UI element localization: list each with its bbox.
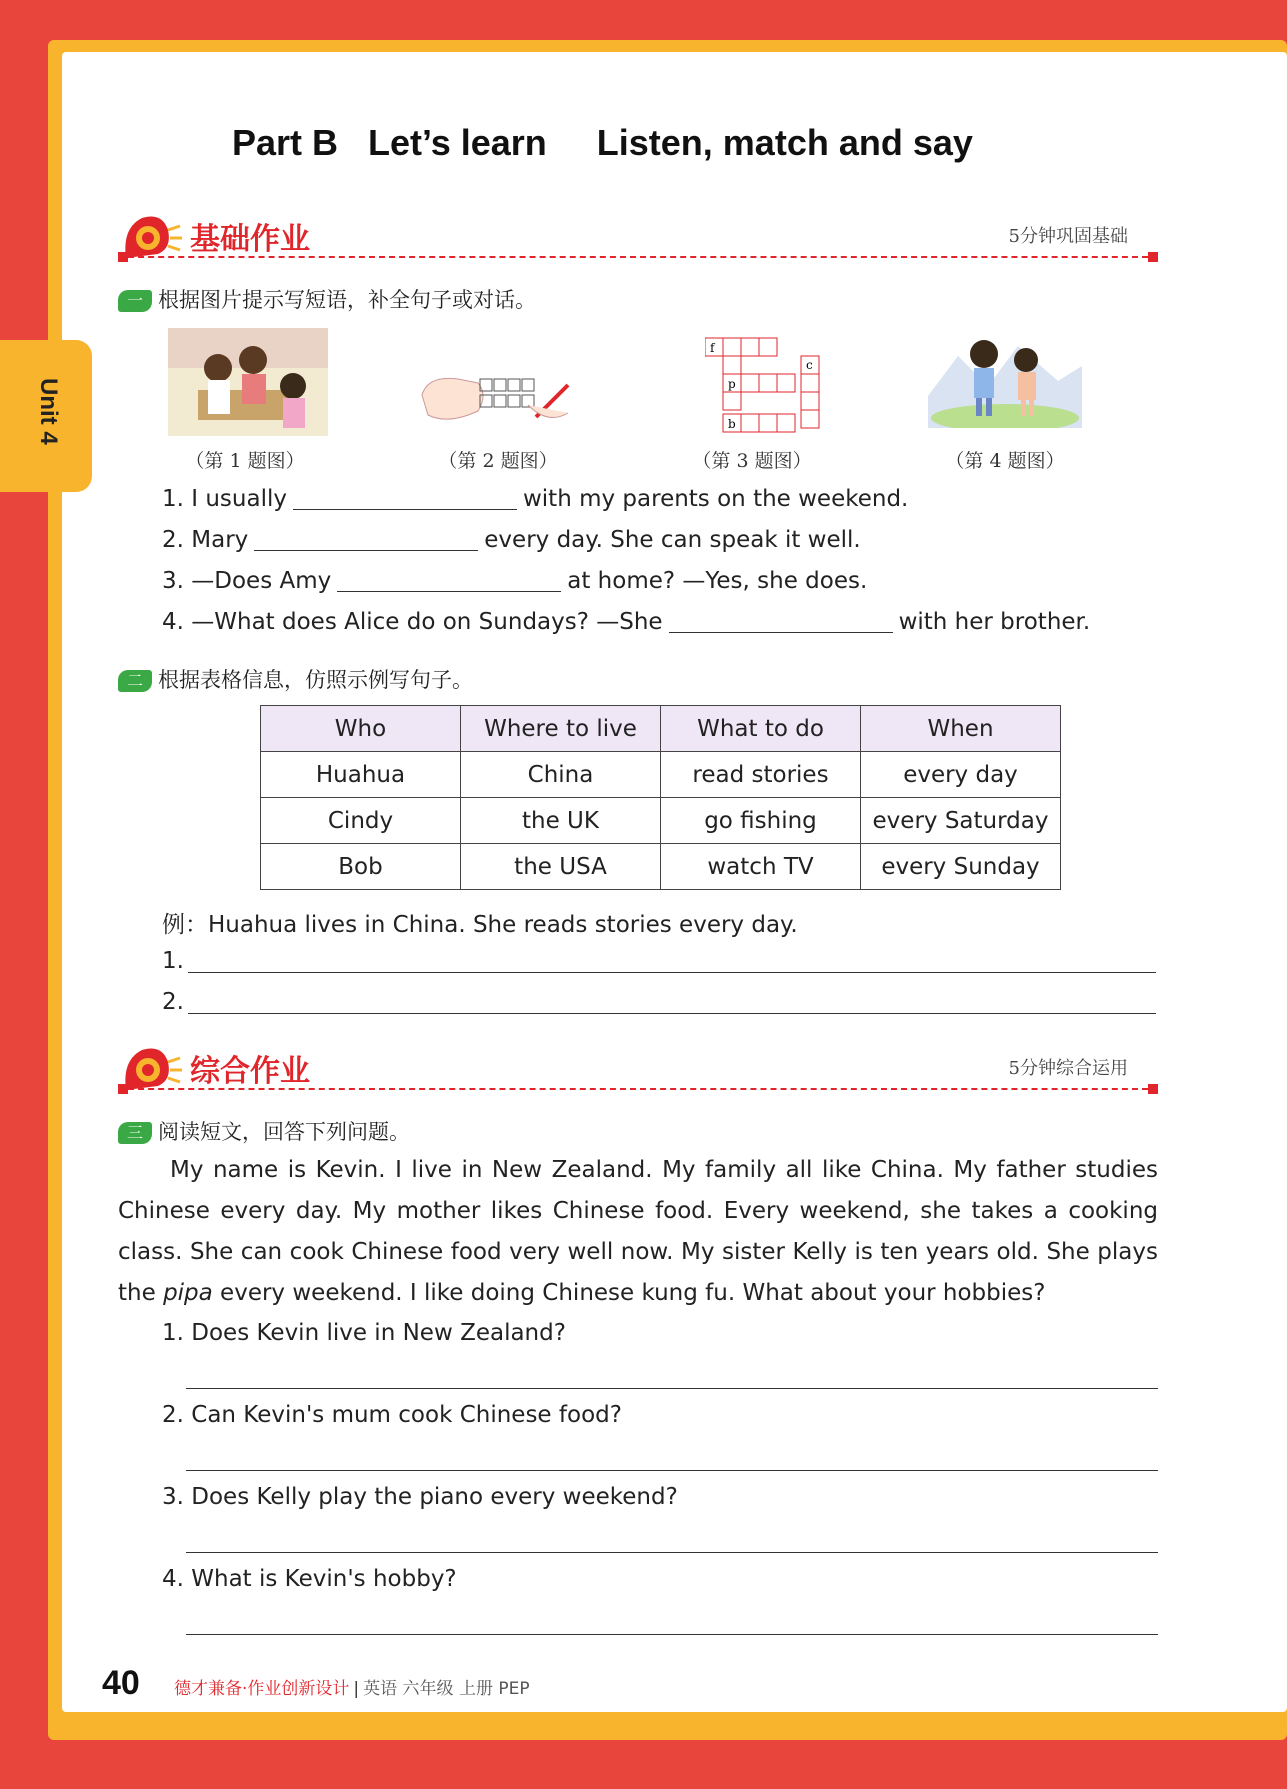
exercise-number-badge: 三 — [118, 1122, 152, 1144]
line-number: 2. — [162, 989, 184, 1015]
passage-text: My name is Kevin. I live in New Zealand. My family all like China. My father studies Chinese every day. My mother likes Chinese food. Every weekend, she takes a cooking class. She can cook Chinese food very well now. My sister Kelly is ten years old. She plays the — [118, 1157, 1158, 1306]
passage-text: every weekend. I like doing Chinese kung fu. What about your hobbies? — [212, 1280, 1046, 1306]
answer-line[interactable] — [186, 1552, 1158, 1553]
table-cell: go fishing — [661, 798, 861, 844]
table-row — [261, 798, 1061, 844]
question-number: 3. — [162, 568, 184, 594]
fill-blank-question-4 — [162, 609, 1090, 635]
section-divider — [118, 256, 1158, 258]
instruction-text: 阅读短文，回答下列问题。 — [158, 1120, 410, 1144]
question-text-after: with her brother. — [898, 609, 1091, 635]
table-header-cell: When — [861, 706, 1061, 752]
divider-dot — [1148, 1084, 1158, 1094]
reading-question-1: 1. Does Kevin live in New Zealand? — [162, 1320, 566, 1346]
edition: PEP — [498, 1679, 530, 1699]
info-table — [260, 705, 1061, 890]
subject: 英语 — [363, 1679, 398, 1699]
question-number: 2. — [162, 527, 184, 553]
divider-dot — [118, 252, 128, 262]
reading-question-3: 3. Does Kelly play the piano every weekend? — [162, 1484, 678, 1510]
hand-writing-illustration — [418, 365, 576, 431]
answer-blank[interactable] — [293, 488, 517, 510]
instruction-text: 根据图片提示写短语，补全句子或对话。 — [158, 288, 536, 312]
crossword-letter: p — [728, 377, 736, 391]
writing-line-2 — [162, 989, 184, 1015]
instruction-text: 根据表格信息，仿照示例写句子。 — [158, 668, 473, 692]
exercise-3-instruction — [118, 1116, 410, 1146]
answer-line[interactable] — [188, 1013, 1156, 1014]
series-name: 德才兼备·作业创新设计 — [174, 1679, 350, 1699]
picture-caption-4: （第 4 题图） — [945, 450, 1065, 472]
page-number: 40 — [102, 1664, 140, 1702]
exercise-1-instruction — [118, 284, 536, 314]
reading-question-2: 2. Can Kevin's mum cook Chinese food? — [162, 1402, 622, 1428]
section-header-basic — [118, 208, 1158, 268]
picture-caption-3: （第 3 题图） — [692, 450, 812, 472]
footer-series-info: 德才兼备·作业创新设计 | 英语 六年级 上册 PEP — [174, 1679, 530, 1699]
picture-caption-2: （第 2 题图） — [438, 450, 558, 472]
fill-blank-question-1 — [162, 486, 908, 512]
unit-tab — [0, 340, 92, 492]
question-text-after: every day. She can speak it well. — [484, 527, 861, 553]
section-time-note: 5分钟综合运用 — [1008, 1058, 1128, 1079]
question-text-before: I usually — [191, 486, 287, 512]
reading-passage — [118, 1150, 1158, 1314]
question-text-after: at home? —Yes, she does. — [567, 568, 868, 594]
line-number: 1. — [162, 948, 184, 974]
unit-tab-label: Unit 4 — [35, 378, 62, 445]
family-picture-illustration — [168, 328, 328, 436]
children-outdoors-illustration — [928, 326, 1082, 428]
answer-blank[interactable] — [669, 611, 893, 633]
question-text-before: —Does Amy — [191, 568, 332, 594]
page-title: Part B Let’s learn Listen, match and say — [232, 122, 973, 163]
question-text-after: with my parents on the weekend. — [522, 486, 909, 512]
table-cell: every Saturday — [861, 798, 1061, 844]
section-divider — [118, 1088, 1158, 1090]
exercise-number-badge: 二 — [118, 670, 152, 692]
table-cell: Bob — [261, 844, 461, 890]
picture-caption-1: （第 1 题图） — [185, 450, 305, 472]
question-text-before: Mary — [191, 527, 249, 553]
table-cell: the USA — [461, 844, 661, 890]
section-header-comprehensive — [118, 1040, 1158, 1100]
passage-italic-word: pipa — [163, 1280, 213, 1306]
answer-line[interactable] — [186, 1388, 1158, 1389]
table-cell: the UK — [461, 798, 661, 844]
crossword-grid-illustration — [705, 336, 823, 434]
section-time-note: 5分钟巩固基础 — [1008, 226, 1128, 247]
table-row — [261, 844, 1061, 890]
question-text-before: —What does Alice do on Sundays? —She — [191, 609, 663, 635]
table-header-row — [261, 706, 1061, 752]
answer-line[interactable] — [188, 972, 1156, 973]
fill-blank-question-2 — [162, 527, 861, 553]
question-number: 1. — [162, 486, 184, 512]
reading-question-4: 4. What is Kevin's hobby? — [162, 1566, 457, 1592]
table-cell: every day — [861, 752, 1061, 798]
section-title: 综合作业 — [190, 1054, 310, 1089]
example-sentence: 例：Huahua lives in China. She reads stories every day. — [162, 912, 798, 938]
table-header-cell: Who — [261, 706, 461, 752]
answer-blank[interactable] — [254, 529, 478, 551]
table-header-cell: What to do — [661, 706, 861, 752]
writing-line-1 — [162, 948, 184, 974]
table-row — [261, 752, 1061, 798]
table-header-cell: Where to live — [461, 706, 661, 752]
volume: 上册 — [458, 1679, 493, 1699]
table-cell: every Sunday — [861, 844, 1061, 890]
crossword-letter: c — [806, 358, 813, 372]
section-title: 基础作业 — [190, 222, 310, 257]
answer-blank[interactable] — [337, 570, 561, 592]
answer-line[interactable] — [186, 1634, 1158, 1635]
divider-dot — [1148, 252, 1158, 262]
answer-line[interactable] — [186, 1470, 1158, 1471]
crossword-letter: b — [728, 417, 736, 431]
question-number: 4. — [162, 609, 184, 635]
table-cell: Huahua — [261, 752, 461, 798]
table-cell: China — [461, 752, 661, 798]
table-cell: read stories — [661, 752, 861, 798]
grade: 六年级 — [402, 1679, 454, 1699]
exercise-number-badge: 一 — [118, 290, 152, 312]
table-cell: Cindy — [261, 798, 461, 844]
crossword-letter: f — [710, 341, 715, 355]
exercise-2-instruction — [118, 664, 473, 694]
divider-dot — [118, 1084, 128, 1094]
table-cell: watch TV — [661, 844, 861, 890]
fill-blank-question-3 — [162, 568, 867, 594]
